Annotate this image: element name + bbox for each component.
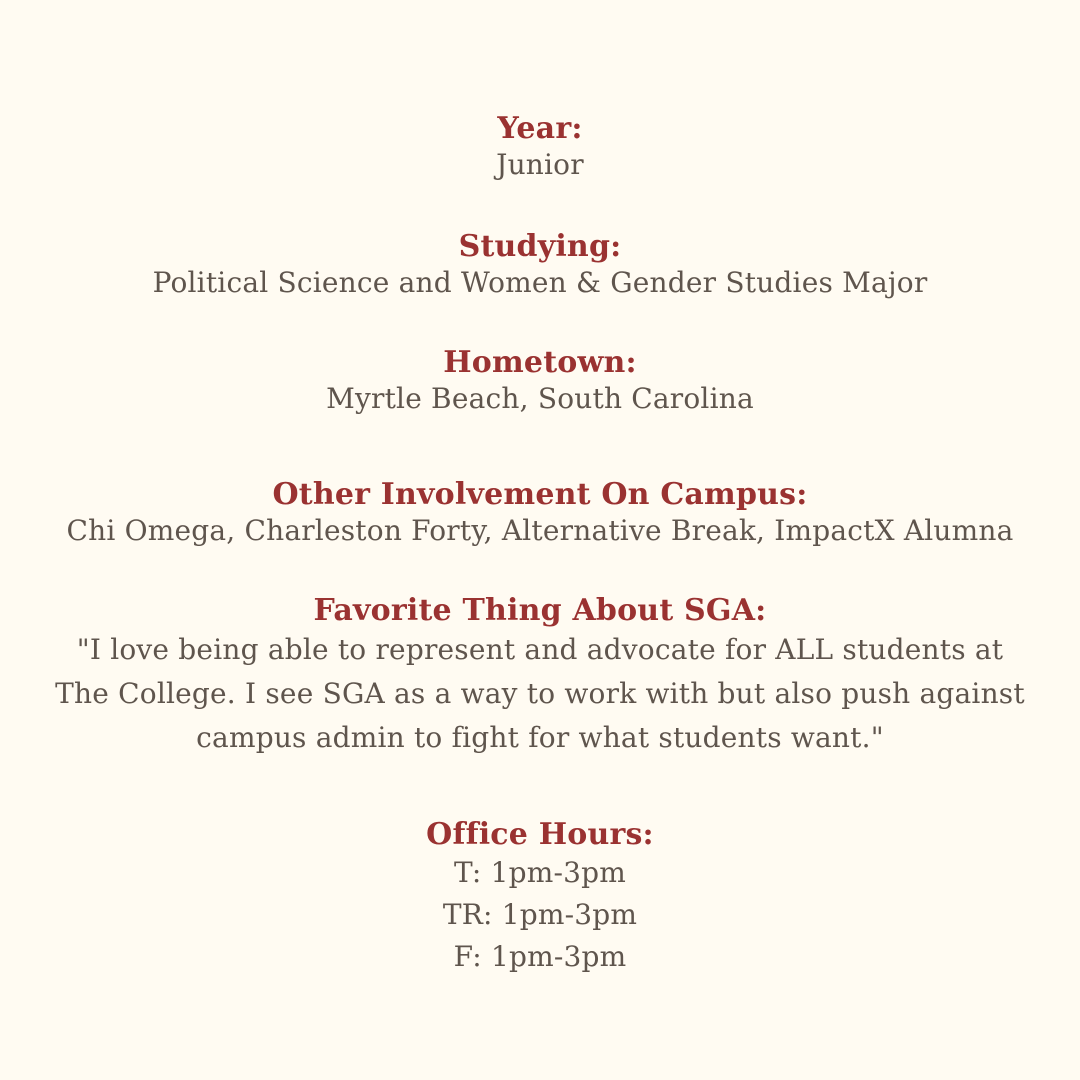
favorite-thing-quote bbox=[0, 628, 1080, 760]
hometown-heading: Hometown: bbox=[443, 345, 637, 380]
section-hometown bbox=[0, 346, 1080, 418]
office-hours-friday: F: 1pm-3pm bbox=[453, 940, 627, 973]
involvement-heading: Other Involvement On Campus: bbox=[272, 477, 808, 512]
profile-card-content bbox=[0, 112, 1080, 978]
quote-line-1: "I love being able to represent and advocate for ALL students at bbox=[76, 633, 1004, 666]
section-involvement bbox=[0, 478, 1080, 550]
studying-value bbox=[0, 264, 1080, 302]
involvement-value bbox=[0, 512, 1080, 550]
studying-line: Political Science and Women & Gender Studies Major bbox=[152, 266, 928, 299]
section-office-hours bbox=[0, 818, 1080, 978]
hometown-line: Myrtle Beach, South Carolina bbox=[326, 382, 754, 415]
year-line: Junior bbox=[496, 148, 584, 181]
year-value bbox=[0, 146, 1080, 184]
involvement-line: Chi Omega, Charleston Forty, Alternative Break, ImpactX Alumna bbox=[66, 514, 1014, 547]
office-hours-heading: Office Hours: bbox=[426, 817, 654, 852]
quote-line-2: The College. I see SGA as a way to work with but also push against bbox=[55, 677, 1025, 710]
year-heading: Year: bbox=[497, 111, 583, 146]
section-favorite-thing bbox=[0, 594, 1080, 760]
section-year bbox=[0, 112, 1080, 184]
office-hours-thursday: TR: 1pm-3pm bbox=[442, 898, 638, 931]
favorite-thing-heading: Favorite Thing About SGA: bbox=[313, 593, 767, 628]
office-hours-tuesday: T: 1pm-3pm bbox=[453, 856, 627, 889]
quote-line-3: campus admin to fight for what students want." bbox=[196, 721, 884, 754]
section-studying bbox=[0, 230, 1080, 302]
studying-heading: Studying: bbox=[458, 229, 622, 264]
office-hours-list bbox=[0, 852, 1080, 978]
hometown-value bbox=[0, 380, 1080, 418]
